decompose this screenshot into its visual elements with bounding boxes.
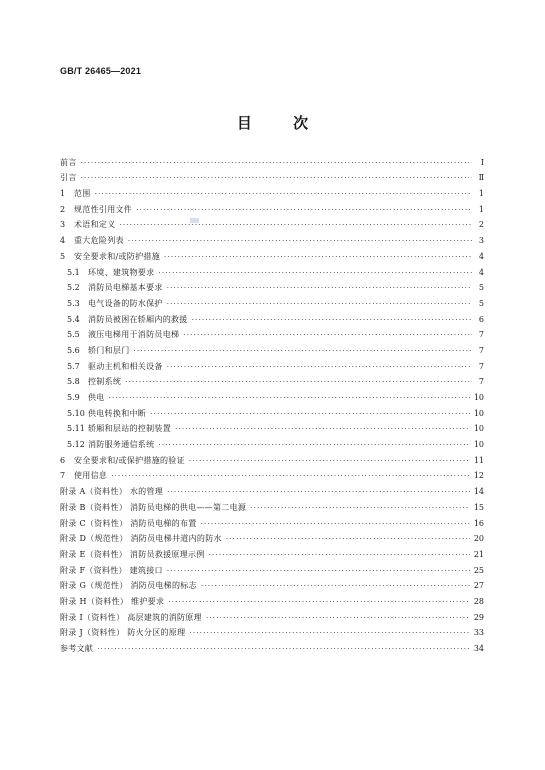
toc-entry-number: 5.10: [67, 408, 85, 418]
leader-dots: [109, 393, 470, 403]
toc-entry[interactable]: [60, 199, 484, 215]
toc-entry-number: 5.8: [67, 377, 80, 387]
leader-dots: [158, 268, 472, 278]
toc-entry-number: 5.9: [67, 393, 80, 402]
toc-entry[interactable]: [60, 325, 484, 341]
toc-entry-page-number: 11: [473, 455, 484, 465]
leader-dots: [164, 252, 472, 262]
toc-entry-label: 附录 A（资料性） 水的管理: [60, 487, 164, 497]
toc-entry-label: 附录 H（资料性） 维护要求: [60, 596, 165, 606]
toc-entry-page-number: 16: [473, 518, 484, 528]
toc-entry-page-number: 7: [478, 377, 484, 387]
leader-dots: [206, 613, 470, 623]
toc-entry-page-number: 14: [473, 487, 484, 497]
toc-entry-number: 5.3: [67, 298, 80, 308]
toc-entry[interactable]: [60, 356, 484, 372]
toc-entry-label: 轿门和层门: [88, 345, 130, 355]
toc-entry-label: 轿厢和层站的控制装置: [88, 424, 171, 434]
leader-dots: [128, 236, 472, 246]
toc-entry-number: 5.2: [67, 283, 80, 293]
leader-dots: [81, 173, 472, 183]
toc-entry[interactable]: [60, 466, 484, 482]
toc-entry-page-number: 4: [478, 267, 484, 277]
leader-dots: [125, 377, 472, 387]
toc-entry-number: 4: [60, 236, 66, 246]
toc-entry-label: 附录 J（资料性） 防火分区的原理: [60, 628, 186, 638]
leader-dots: [97, 644, 470, 654]
page-title: 目 次: [236, 114, 327, 132]
toc-entry-label: 重大危险列表: [74, 236, 124, 246]
toc-entry[interactable]: [60, 152, 484, 168]
leader-dots: [201, 519, 470, 529]
toc-entry[interactable]: [60, 513, 484, 529]
toc-entry-label: 消防员被困在轿厢内的救援: [88, 314, 188, 324]
toc-entry-label: 附录 F（资料性） 建筑接口: [60, 565, 163, 575]
leader-dots: [189, 628, 469, 638]
toc-entry-label: 控制系统: [88, 377, 122, 387]
toc-entry-page-number: 29: [473, 612, 484, 622]
toc-entry-number: 2: [60, 204, 66, 214]
leader-dots: [192, 315, 472, 325]
toc-entry-label: 引言: [60, 173, 77, 183]
leader-dots: [167, 299, 472, 309]
toc-entry-page-number: 21: [473, 549, 484, 559]
toc-entry-label: 附录 E（资料性） 消防员救援原理示例: [60, 549, 205, 559]
toc-entry-number: 5.7: [67, 361, 80, 371]
toc-entry[interactable]: [60, 168, 484, 184]
toc-entry-label: 附录 B（资料性） 消防员电梯的供电——第二电源: [60, 502, 247, 512]
toc-entry-page-number: 1: [478, 204, 484, 214]
leader-dots: [134, 346, 473, 356]
toc-entry-page-number: 5: [478, 298, 484, 308]
standard-code: GB/T 26465—2021: [60, 66, 142, 76]
toc-entry-label: 安全要求和/或防护措施: [74, 251, 160, 261]
toc-entry-page-number: 15: [473, 502, 484, 512]
toc-entry-number: 5: [60, 251, 66, 261]
toc-entry[interactable]: [60, 576, 484, 592]
toc-entry-label: 消防服务通信系统: [88, 440, 155, 450]
leader-dots: [167, 362, 472, 372]
toc-entry-number: 5.6: [67, 345, 80, 355]
leader-dots: [189, 456, 470, 466]
toc-entry[interactable]: [60, 215, 484, 231]
toc-entry-label: 参考文献: [60, 644, 94, 653]
toc-entry-label: 前言: [60, 157, 77, 167]
toc-entry-page-number: Ⅱ: [478, 173, 484, 183]
toc-entry[interactable]: [60, 497, 484, 513]
toc-entry-number: 5.4: [67, 314, 80, 324]
leader-dots: [201, 581, 470, 591]
toc-entry-label: 供电转换和中断: [88, 408, 147, 418]
leader-dots: [111, 471, 470, 481]
toc-entry[interactable]: [60, 529, 484, 545]
toc-entry-label: 附录 C（资料性） 消防员电梯的布置: [60, 518, 197, 528]
toc-entry-label: 驱动主机和相关设备: [88, 361, 163, 371]
leader-dots: [167, 487, 470, 497]
toc-entry-label: 使用信息: [74, 471, 108, 481]
toc-entry-page-number: 10: [473, 440, 484, 450]
toc-entry-number: 7: [60, 471, 66, 481]
toc-entry-page-number: 10: [473, 424, 484, 434]
leader-dots: [81, 158, 472, 168]
toc-entry-page-number: 7: [478, 361, 484, 371]
toc-entry-label: 术语和定义: [74, 220, 116, 230]
toc-entry[interactable]: [60, 638, 484, 654]
toc-entry[interactable]: [60, 246, 484, 262]
toc-entry[interactable]: [60, 591, 484, 607]
leader-dots: [226, 534, 470, 544]
toc-entry-page-number: 10: [473, 393, 484, 402]
toc-entry-label: 供电: [88, 393, 105, 402]
toc-entry[interactable]: [60, 403, 484, 419]
toc-entry-label: 消防员电梯基本要求: [88, 283, 163, 293]
toc-entry-label: 附录 D（规范性） 消防员电梯井道内的防水: [60, 534, 222, 544]
leader-dots: [150, 409, 470, 419]
toc-entry-label: 范围: [74, 189, 91, 199]
toc-entry-page-number: 5: [478, 283, 484, 293]
toc-entry[interactable]: [60, 340, 484, 356]
toc-entry-page-number: 20: [473, 534, 484, 544]
toc-entry[interactable]: [60, 183, 484, 199]
toc-entry-page-number: 3: [478, 236, 484, 246]
toc-entry[interactable]: [60, 560, 484, 576]
toc-entry-page-number: 33: [473, 628, 484, 638]
toc-entry[interactable]: [60, 544, 484, 560]
toc-entry-page-number: 7: [478, 330, 484, 340]
leader-dots: [120, 220, 473, 230]
toc-entry[interactable]: [60, 309, 484, 325]
toc-entry-page-number: 34: [473, 644, 484, 653]
toc-entry-label: 规范性引用文件: [74, 204, 133, 214]
leader-dots: [168, 597, 470, 607]
toc-entry-number: 5.5: [67, 330, 80, 340]
leader-dots: [136, 205, 472, 215]
leader-dots: [209, 550, 470, 560]
toc-entry[interactable]: [60, 293, 484, 309]
toc-entry-label: 环境、建筑物要求: [88, 267, 155, 277]
toc-entry-page-number: 2: [478, 220, 484, 230]
leader-dots: [250, 503, 470, 513]
leader-dots: [183, 330, 472, 340]
toc-entry-number: 6: [60, 455, 66, 465]
toc-entry-label: 附录 I（资料性） 高层建筑的消防原理: [60, 612, 202, 622]
leader-dots: [95, 189, 472, 199]
leader-dots: [175, 424, 470, 434]
toc-entry[interactable]: [60, 450, 484, 466]
toc-entry-label: 安全要求和/或保护措施的验证: [74, 455, 185, 465]
toc-entry[interactable]: [60, 387, 484, 403]
toc-entry-page-number: 6: [478, 314, 484, 324]
toc-entry-number: 5.11: [67, 424, 85, 434]
toc-entry[interactable]: [60, 230, 484, 246]
leader-dots: [167, 566, 470, 576]
toc-entry[interactable]: [60, 607, 484, 623]
toc-entry[interactable]: [60, 278, 484, 294]
toc-entry-page-number: 12: [473, 471, 484, 481]
toc-entry[interactable]: [60, 623, 484, 639]
toc-entry-number: 5.1: [67, 267, 80, 277]
toc-entry[interactable]: [60, 481, 484, 497]
toc-entry-page-number: 28: [473, 596, 484, 606]
toc-entry[interactable]: [60, 419, 484, 435]
toc-entry[interactable]: [60, 434, 484, 450]
toc-entry-page-number: 4: [478, 251, 484, 261]
toc-entry-number: 5.12: [67, 440, 85, 450]
toc-entry-label: 附录 G（规范性） 消防员电梯的标志: [60, 581, 197, 591]
table-of-contents: [60, 152, 484, 654]
toc-entry-page-number: 25: [473, 565, 484, 575]
toc-entry-number: 3: [60, 220, 66, 230]
toc-entry-page-number: 7: [478, 345, 484, 355]
toc-entry-page-number: Ⅰ: [480, 157, 484, 167]
toc-entry-label: 电气设备的防水保护: [88, 298, 163, 308]
toc-entry-page-number: 27: [473, 581, 484, 591]
leader-dots: [167, 283, 472, 293]
toc-entry-page-number: 1: [478, 189, 484, 199]
toc-entry-label: 液压电梯用于消防员电梯: [88, 330, 180, 340]
toc-entry[interactable]: [60, 372, 484, 388]
toc-entry[interactable]: [60, 262, 484, 278]
toc-entry-page-number: 10: [473, 408, 484, 418]
leader-dots: [158, 440, 469, 450]
toc-entry-number: 1: [60, 189, 66, 199]
